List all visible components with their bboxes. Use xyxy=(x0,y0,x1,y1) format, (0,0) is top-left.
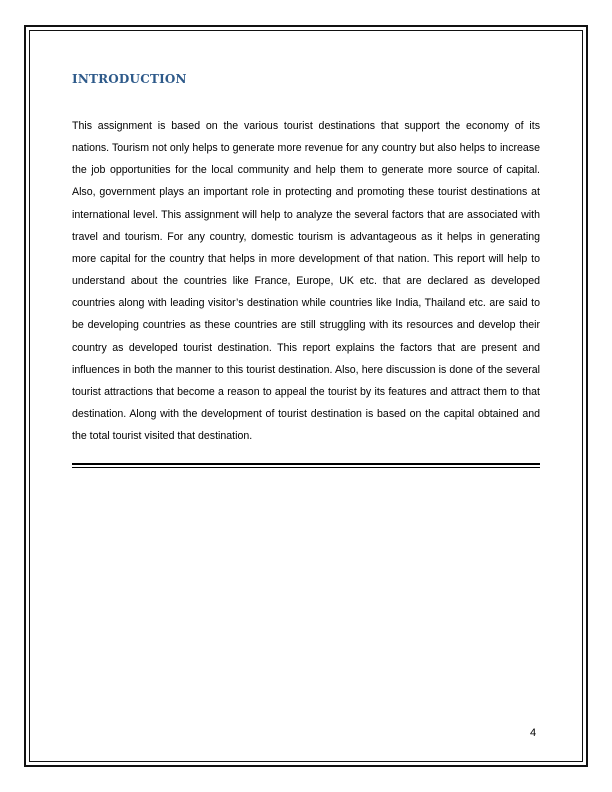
section-divider-thick xyxy=(72,463,540,465)
introduction-paragraph: This assignment is based on the various tourist destinations that support the economy of its nations. Tourism not only helps to generate more revenue for any country but also helps to increase the job opportunities for the local community and help them to generate more source of capital. Also, government plays an important role in protecting and promoting these tourist destinations at international level. This assignment will help to analyze the several factors that are associated with travel and tourism. For any country, domestic tourism is advantageous as it helps in generating more capital for the country that helps in more development of that nation. This report will help to understand about the countries like France, Europe, UK etc. that are declared as developed countries along with leading visitor’s destination while countries like India, Thailand etc. are said to be developing countries as these countries are still struggling with its resources and develop their country as developed tourist destination. This report explains the factors that are present and influences in both the manner to this tourist destination. Also, here discussion is done of the several tourist attractions that become a reason to appeal the tourist by its features and attract them to that destination. Along with the development of tourist destination is based on the capital obtained and the total tourist visited that destination. xyxy=(72,120,540,443)
section-heading: INTRODUCTION xyxy=(72,72,187,86)
page-number: 4 xyxy=(530,727,537,739)
section-divider-thin xyxy=(72,467,540,468)
